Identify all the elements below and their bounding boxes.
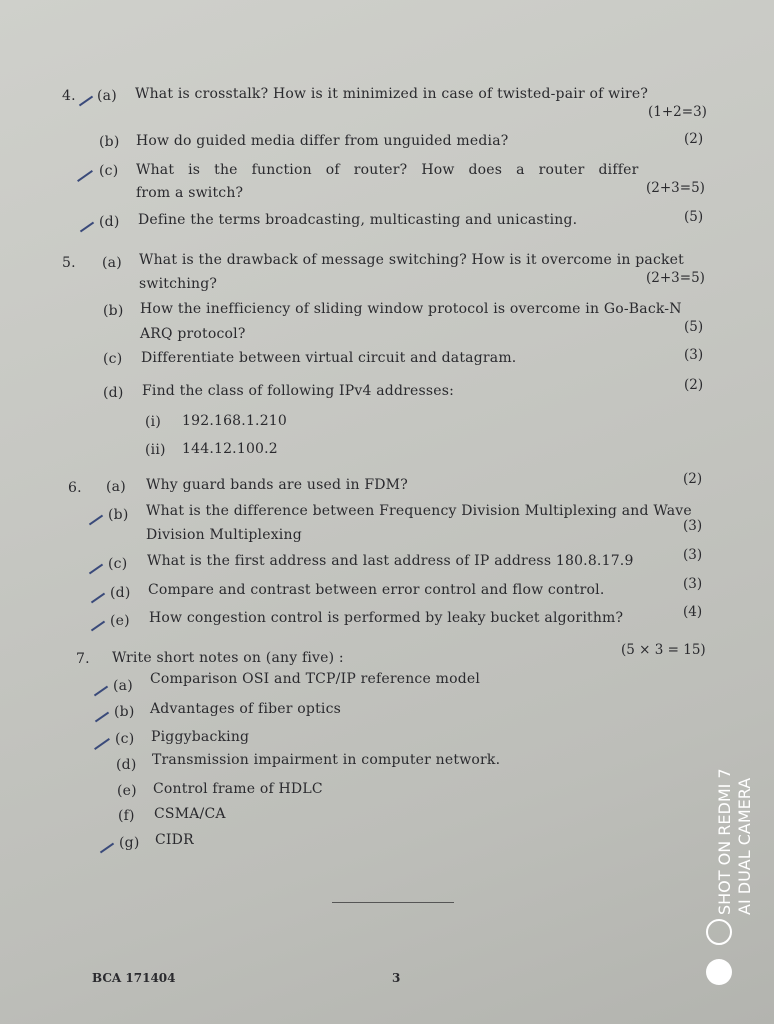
watermark-ring-icon xyxy=(706,919,732,945)
question-text: ARQ protocol? xyxy=(140,326,246,342)
marks: (4) xyxy=(683,604,703,620)
note-topic: Control frame of HDLC xyxy=(153,781,323,797)
subpart-label: (ii) xyxy=(145,442,166,458)
marks: (2) xyxy=(684,131,704,147)
part-label: (c) xyxy=(103,351,123,367)
subpart-label: (i) xyxy=(145,414,162,430)
question-text: What is the difference between Frequency Division Multiplexing and Wave xyxy=(146,503,692,519)
pen-tick-mark xyxy=(89,515,103,526)
marks: (2) xyxy=(683,471,703,487)
marks: (1+2=3) xyxy=(648,104,707,120)
part-label: (a) xyxy=(106,479,126,495)
pen-tick-mark xyxy=(100,843,114,854)
watermark-line1: SHOT ON REDMI 7 xyxy=(715,768,734,915)
note-topic: CIDR xyxy=(155,832,194,848)
question-text: How do guided media differ from unguided media? xyxy=(136,133,509,149)
question-text: What is crosstalk? How is it minimized in case of twisted-pair of wire? xyxy=(135,86,649,102)
part-label: (b) xyxy=(108,507,129,523)
pen-tick-mark xyxy=(94,686,108,697)
marks: (5) xyxy=(684,319,704,335)
question-text: What is the drawback of message switching? How is it overcome in packet xyxy=(139,252,684,268)
part-label: (d) xyxy=(110,585,131,601)
ip-address: 144.12.100.2 xyxy=(182,441,278,457)
question-number: 5. xyxy=(62,255,76,271)
pen-tick-mark xyxy=(94,738,110,750)
item-label: (g) xyxy=(119,835,140,851)
part-label: (d) xyxy=(99,214,120,230)
question-number: 7. xyxy=(76,651,90,667)
part-label: (d) xyxy=(103,385,124,401)
item-label: (e) xyxy=(117,783,137,799)
item-label: (b) xyxy=(114,704,135,720)
question-text: from a switch? xyxy=(136,185,244,201)
question-text: How the inefficiency of sliding window protocol is overcome in Go-Back-N xyxy=(140,301,682,317)
question-text: Write short notes on (any five) : xyxy=(112,650,344,666)
item-label: (c) xyxy=(115,731,135,747)
question-text: switching? xyxy=(139,276,218,292)
ip-address: 192.168.1.210 xyxy=(182,413,288,429)
pen-tick-mark xyxy=(91,593,105,604)
marks: (3) xyxy=(683,547,703,563)
note-topic: Piggybacking xyxy=(151,729,250,745)
question-text: Why guard bands are used in FDM? xyxy=(146,477,408,493)
note-topic: CSMA/CA xyxy=(154,806,226,822)
pen-tick-mark xyxy=(89,564,103,575)
watermark-dot-icon xyxy=(706,959,732,985)
note-topic: Advantages of fiber optics xyxy=(150,701,342,717)
marks: (5) xyxy=(684,209,704,225)
watermark-line2: AI DUAL CAMERA xyxy=(735,777,754,915)
marks: (3) xyxy=(683,518,703,534)
question-text: Differentiate between virtual circuit and datagram. xyxy=(141,350,517,366)
question-text: Define the terms broadcasting, multicasting and unicasting. xyxy=(138,212,578,228)
note-topic: Comparison OSI and TCP/IP reference model xyxy=(150,671,481,687)
end-rule xyxy=(332,902,454,903)
part-label: (a) xyxy=(97,88,117,104)
question-text: What is the first address and last address of IP address 180.8.17.9 xyxy=(147,553,634,569)
pen-tick-mark xyxy=(77,170,93,182)
question-text: Find the class of following IPv4 addresses: xyxy=(142,383,455,399)
question-text: What is the function of router? How does a router differ xyxy=(136,162,639,178)
marks: (3) xyxy=(683,576,703,592)
marks: (2+3=5) xyxy=(646,180,705,196)
pen-tick-mark xyxy=(91,621,105,632)
pen-tick-mark xyxy=(79,96,93,107)
marks: (2+3=5) xyxy=(646,270,705,286)
marks: (2) xyxy=(684,377,704,393)
item-label: (d) xyxy=(116,757,137,773)
page-number: 3 xyxy=(392,971,401,985)
part-label: (c) xyxy=(99,163,119,179)
course-code: BCA 171404 xyxy=(92,971,176,985)
question-text: Division Multiplexing xyxy=(146,527,302,543)
part-label: (b) xyxy=(103,303,124,319)
pen-tick-mark xyxy=(80,222,94,233)
question-text: How congestion control is performed by leaky bucket algorithm? xyxy=(149,610,624,626)
pen-tick-mark xyxy=(95,712,109,723)
question-number: 6. xyxy=(68,480,82,496)
part-label: (b) xyxy=(99,134,120,150)
part-label: (e) xyxy=(110,613,130,629)
camera-watermark xyxy=(715,725,755,915)
part-label: (a) xyxy=(102,255,122,271)
item-label: (a) xyxy=(113,678,133,694)
marks: (5 × 3 = 15) xyxy=(621,642,706,658)
marks: (3) xyxy=(684,347,704,363)
part-label: (c) xyxy=(108,556,128,572)
note-topic: Transmission impairment in computer network. xyxy=(152,752,501,768)
question-text: Compare and contrast between error control and flow control. xyxy=(148,582,605,598)
item-label: (f) xyxy=(118,808,135,824)
question-number: 4. xyxy=(62,88,76,104)
